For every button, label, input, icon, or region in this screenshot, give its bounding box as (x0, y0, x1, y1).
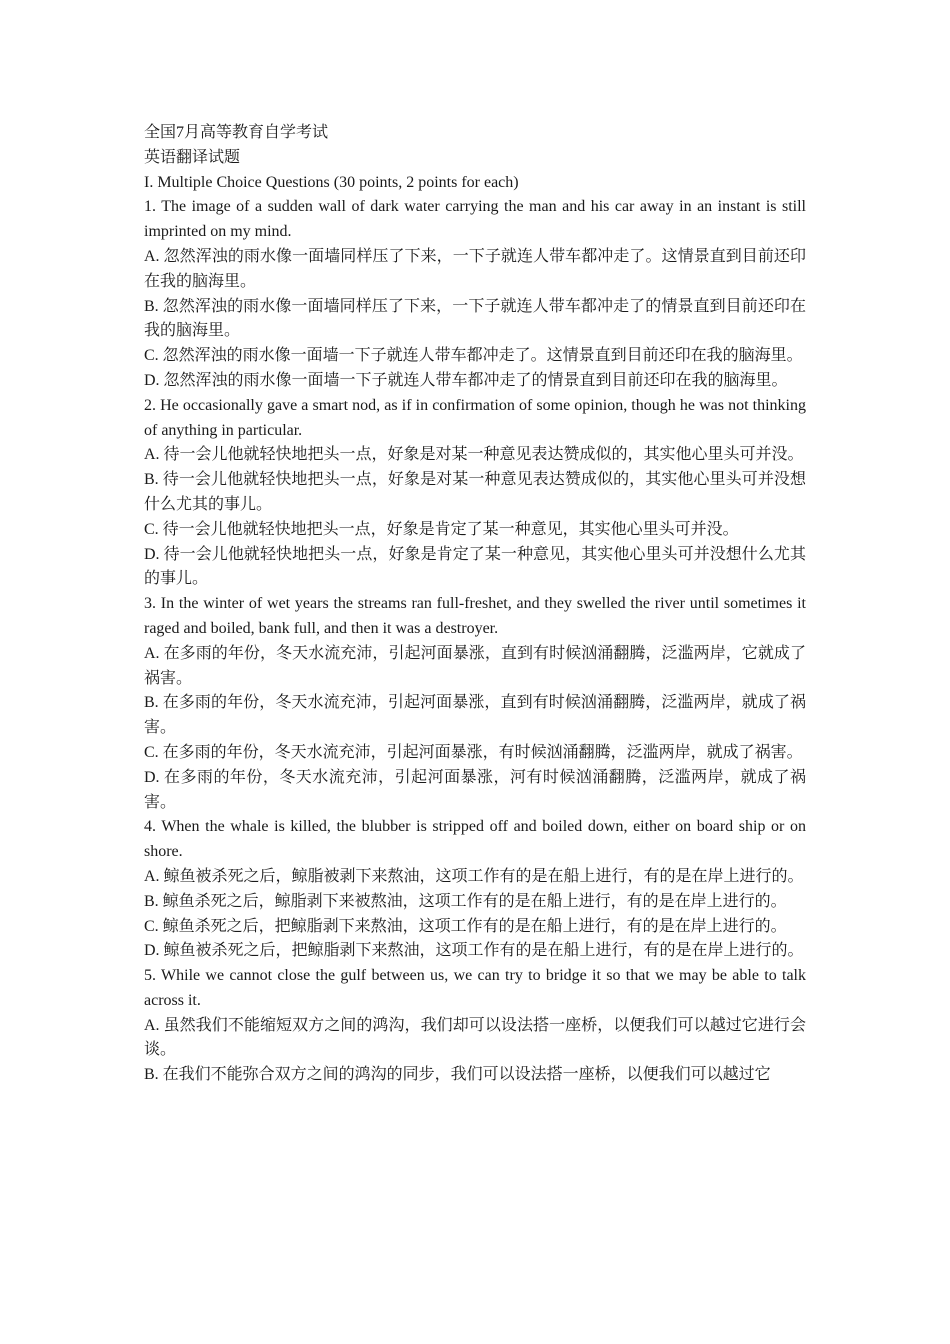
option-a: A. 忽然浑浊的雨水像一面墙同样压了下来，一下子就连人带车都冲走了。这情景直到目前还印在我的脑海里。 (144, 247, 806, 290)
option-a: A. 虽然我们不能缩短双方之间的鸿沟，我们却可以设法搭一座桥，以便我们可以越过它进行会谈。 (144, 1016, 806, 1059)
exam-title: 全国7月高等教育自学考试 (144, 124, 329, 141)
question-stem: 4. When the whale is killed, the blubber is stripped off and boiled down, either on board ship or on shore. (144, 818, 806, 861)
question-stem: 2. He occasionally gave a smart nod, as if in confirmation of some opinion, though he was not thinking of anything in particular. (144, 396, 806, 439)
option-b: B. 在我们不能弥合双方之间的鸿沟的同步，我们可以设法搭一座桥，以便我们可以越过它 (144, 1066, 771, 1084)
option-a: A. 鲸鱼被杀死之后，鲸脂被剥下来熬油，这项工作有的是在船上进行，有的是在岸上进行的。 (144, 867, 804, 885)
option-c: C. 待一会儿他就轻快地把头一点，好象是肯定了某一种意见，其实他心里头可并没。 (144, 520, 739, 538)
question-5 (144, 964, 806, 1088)
option-c: C. 忽然浑浊的雨水像一面墙一下子就连人带车都冲走了。这情景直到目前还印在我的脑海里。 (144, 347, 803, 365)
option-a: A. 在多雨的年份，冬天水流充沛，引起河面暴涨，直到有时候汹涌翻腾，泛滥两岸，它就成了祸害。 (144, 644, 806, 687)
option-d: D. 鲸鱼被杀死之后，把鲸脂剥下来熬油，这项工作有的是在船上进行，有的是在岸上进行的。 (144, 942, 804, 960)
question-3 (144, 592, 806, 815)
question-2 (144, 394, 806, 592)
question-stem: 1. The image of a sudden wall of dark water carrying the man and his car away in an instant is still imprinted on my mind. (144, 198, 806, 241)
option-b: B. 忽然浑浊的雨水像一面墙同样压了下来，一下子就连人带车都冲走了的情景直到目前还印在我的脑海里。 (144, 297, 806, 340)
exam-document (144, 121, 806, 1088)
option-b: B. 在多雨的年份，冬天水流充沛，引起河面暴涨，直到有时候汹涌翻腾，泛滥两岸，就成了祸害。 (144, 694, 806, 737)
subject-title: 英语翻译试题 (144, 148, 241, 166)
option-c: C. 鲸鱼杀死之后，把鲸脂剥下来熬油，这项工作有的是在船上进行，有的是在岸上进行的。 (144, 917, 787, 935)
question-1 (144, 195, 806, 393)
option-b: B. 待一会儿他就轻快地把头一点，好象是对某一种意见表达赞成似的，其实他心里头可并没想什么尤其的事儿。 (144, 471, 806, 513)
option-d: D. 忽然浑浊的雨水像一面墙一下子就连人带车都冲走了的情景直到目前还印在我的脑海里。 (144, 371, 788, 389)
option-d: D. 待一会儿他就轻快地把头一点，好象是肯定了某一种意见，其实他心里头可并没想什么尤其的事儿。 (144, 545, 806, 588)
option-b: B. 鲸鱼杀死之后，鲸脂剥下来被熬油，这项工作有的是在船上进行，有的是在岸上进行的。 (144, 892, 787, 910)
question-stem: 5. While we cannot close the gulf between us, we can try to bridge it so that we may be able to talk across it. (144, 967, 806, 1009)
option-c: C. 在多雨的年份，冬天水流充沛，引起河面暴涨，有时候汹涌翻腾，泛滥两岸，就成了祸害。 (144, 743, 803, 761)
option-d: D. 在多雨的年份，冬天水流充沛，引起河面暴涨，河有时候汹涌翻腾，泛滥两岸，就成了祸害。 (144, 768, 806, 811)
section-heading: I. Multiple Choice Questions (30 points, 2 points for each) (144, 173, 519, 191)
question-stem: 3. In the winter of wet years the streams ran full-freshet, and they swelled the river until sometimes it raged and boiled, bank full, and then it was a destroyer. (144, 595, 806, 637)
option-a: A. 待一会儿他就轻快地把头一点，好象是对某一种意见表达赞成似的，其实他心里头可并没。 (144, 446, 804, 464)
question-4 (144, 815, 806, 964)
